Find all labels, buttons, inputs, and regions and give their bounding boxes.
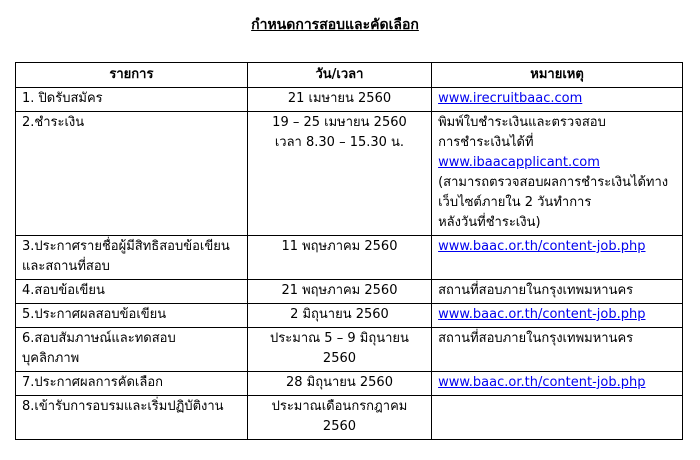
item-text: 7.ประกาศผลการคัดเลือก bbox=[22, 375, 164, 390]
date-text: ประมาณเดือนกรกฎาคม 2560 bbox=[271, 399, 408, 434]
cell-date bbox=[247, 236, 431, 280]
cell-date bbox=[247, 396, 431, 440]
cell-note bbox=[432, 328, 683, 372]
note-text: เว็บไซต์ภายใน 2 วันทำการ bbox=[438, 195, 592, 210]
cell-item bbox=[16, 304, 248, 328]
item-text: บุคลิกภาพ bbox=[22, 351, 80, 366]
date-text: 19 – 25 เมษายน 2560 bbox=[272, 115, 407, 130]
note-link[interactable]: www.irecruitbaac.com bbox=[438, 91, 583, 106]
cell-item bbox=[16, 88, 248, 112]
cell-date bbox=[247, 304, 431, 328]
schedule-table bbox=[15, 62, 683, 440]
cell-note bbox=[432, 372, 683, 396]
header-date: วัน/เวลา bbox=[247, 63, 431, 88]
date-text: 2 มิถุนายน 2560 bbox=[290, 307, 389, 322]
note-link[interactable]: www.ibaacapplicant.com bbox=[438, 155, 600, 170]
date-text: 21 เมษายน 2560 bbox=[287, 91, 392, 106]
cell-date bbox=[247, 112, 431, 236]
page-title: กำหนดการสอบและคัดเลือก bbox=[251, 17, 419, 33]
table-header-row bbox=[16, 63, 683, 88]
table-row bbox=[16, 88, 683, 112]
cell-item bbox=[16, 328, 248, 372]
note-text: หลังวันที่ชำระเงิน) bbox=[438, 215, 541, 230]
header-note: หมายเหตุ bbox=[432, 63, 683, 88]
cell-date bbox=[247, 328, 431, 372]
date-text: 11 พฤษภาคม 2560 bbox=[281, 239, 398, 254]
date-text: เวลา 8.30 – 15.30 น. bbox=[274, 135, 405, 150]
note-text: (สามารถตรวจสอบผลการชำระเงินได้ทาง bbox=[438, 175, 669, 190]
table-row bbox=[16, 112, 683, 236]
item-text: 3.ประกาศรายชื่อผู้มีสิทธิสอบข้อเขียน bbox=[22, 239, 230, 254]
note-link[interactable]: www.baac.or.th/content-job.php bbox=[438, 375, 646, 390]
table-row bbox=[16, 280, 683, 304]
item-text: 5.ประกาศผลสอบข้อเขียน bbox=[22, 307, 167, 322]
table-row bbox=[16, 304, 683, 328]
cell-date bbox=[247, 88, 431, 112]
cell-note bbox=[432, 236, 683, 280]
cell-date bbox=[247, 280, 431, 304]
item-text: 1. ปิดรับสมัคร bbox=[22, 91, 103, 106]
cell-note bbox=[432, 396, 683, 440]
table-row bbox=[16, 236, 683, 280]
item-text: และสถานที่สอบ bbox=[22, 259, 110, 274]
cell-item bbox=[16, 396, 248, 440]
table-body bbox=[16, 88, 683, 440]
note-text: การชำระเงินได้ที่ bbox=[438, 135, 534, 150]
item-text: 4.สอบข้อเขียน bbox=[22, 283, 105, 298]
item-text: 8.เข้ารับการอบรมและเริ่มปฏิบัติงาน bbox=[22, 399, 224, 414]
cell-date bbox=[247, 372, 431, 396]
cell-item bbox=[16, 112, 248, 236]
table-row bbox=[16, 396, 683, 440]
cell-note bbox=[432, 112, 683, 236]
cell-note bbox=[432, 88, 683, 112]
item-text: 6.สอบสัมภาษณ์และทดสอบ bbox=[22, 331, 176, 346]
date-text: ประมาณ 5 – 9 มิถุนายน 2560 bbox=[270, 331, 409, 366]
cell-item bbox=[16, 280, 248, 304]
note-text: สถานที่สอบภายในกรุงเทพมหานคร bbox=[438, 283, 634, 298]
date-text: 21 พฤษภาคม 2560 bbox=[281, 283, 398, 298]
item-text: 2.ชำระเงิน bbox=[22, 115, 85, 130]
note-text: พิมพ์ใบชำระเงินและตรวจสอบ bbox=[438, 115, 606, 130]
note-link[interactable]: www.baac.or.th/content-job.php bbox=[438, 239, 646, 254]
header-item: รายการ bbox=[16, 63, 248, 88]
cell-item bbox=[16, 236, 248, 280]
cell-item bbox=[16, 372, 248, 396]
note-text: สถานที่สอบภายในกรุงเทพมหานคร bbox=[438, 331, 634, 346]
note-link[interactable]: www.baac.or.th/content-job.php bbox=[438, 307, 646, 322]
cell-note bbox=[432, 280, 683, 304]
date-text: 28 มิถุนายน 2560 bbox=[285, 375, 393, 390]
cell-note bbox=[432, 304, 683, 328]
table-row bbox=[16, 372, 683, 396]
table-row bbox=[16, 328, 683, 372]
